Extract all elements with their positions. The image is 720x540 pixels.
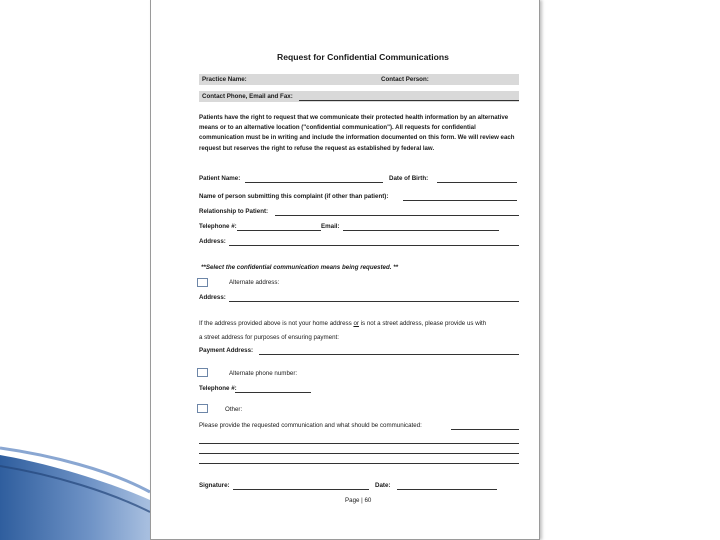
dob-label: Date of Birth:: [389, 175, 429, 182]
address-label: Address:: [199, 238, 226, 245]
payment-address-label: Payment Address:: [199, 347, 254, 354]
date-label: Date:: [375, 482, 391, 489]
telephone-label: Telephone #:: [199, 223, 237, 230]
alt-phone-checkbox[interactable]: [197, 368, 208, 377]
relationship-label: Relationship to Patient:: [199, 208, 269, 215]
signature-line[interactable]: [233, 489, 369, 490]
email-label: Email:: [321, 223, 340, 230]
dob-line[interactable]: [437, 182, 517, 183]
not-home-text-line2: a street address for purposes of ensuring payment:: [199, 334, 339, 341]
address2-label: Address:: [199, 294, 226, 301]
address2-line[interactable]: [229, 301, 519, 302]
describe-line-1[interactable]: [451, 429, 519, 430]
page-number: Page | 60: [345, 497, 372, 504]
patient-name-line[interactable]: [245, 182, 383, 183]
contact-phone-line[interactable]: [299, 100, 519, 101]
form-content: [199, 0, 521, 540]
address-line[interactable]: [229, 245, 519, 246]
submitter-label: Name of person submitting this complaint (if other than patient):: [199, 193, 389, 200]
select-note: **Select the confidential communication means being requested. **: [201, 264, 399, 271]
alt-address-option-label: Alternate address:: [229, 279, 280, 286]
submitter-line[interactable]: [403, 200, 517, 201]
describe-line-3[interactable]: [199, 453, 519, 454]
telephone2-line[interactable]: [235, 392, 311, 393]
practice-name-label: Practice Name:: [202, 76, 247, 83]
telephone-line[interactable]: [237, 230, 321, 231]
describe-label: Please provide the requested communication and what should be communicated:: [199, 422, 422, 429]
alt-phone-option-label: Alternate phone number:: [229, 370, 298, 377]
payment-address-line[interactable]: [259, 354, 519, 355]
describe-line-2[interactable]: [199, 443, 519, 444]
relationship-line[interactable]: [275, 215, 519, 216]
contact-person-label: Contact Person:: [381, 76, 429, 83]
intro-paragraph: Patients have the right to request that we communicate their protected health information by an alternative means or to an alternative location ("confidential communication"). All requests for confidential communication must be in writing and include the information documented on this form. We will review each request but reserves the right to refuse the request as established by federal law.: [199, 114, 515, 152]
contact-phone-label: Contact Phone, Email and Fax:: [202, 93, 293, 100]
other-checkbox[interactable]: [197, 404, 208, 413]
alt-address-checkbox[interactable]: [197, 278, 208, 287]
telephone2-label: Telephone #:: [199, 385, 237, 392]
document-page: [150, 0, 540, 540]
practice-row-shade: [199, 74, 519, 85]
not-home-text: If the address provided above is not your home address or is not a street address, please provide us with: [199, 320, 487, 327]
form-title: Request for Confidential Communications: [277, 52, 449, 62]
signature-label: Signature:: [199, 482, 230, 489]
email-line[interactable]: [343, 230, 499, 231]
describe-line-4[interactable]: [199, 463, 519, 464]
patient-name-label: Patient Name:: [199, 175, 241, 182]
date-line[interactable]: [397, 489, 497, 490]
other-option-label: Other:: [225, 406, 243, 413]
